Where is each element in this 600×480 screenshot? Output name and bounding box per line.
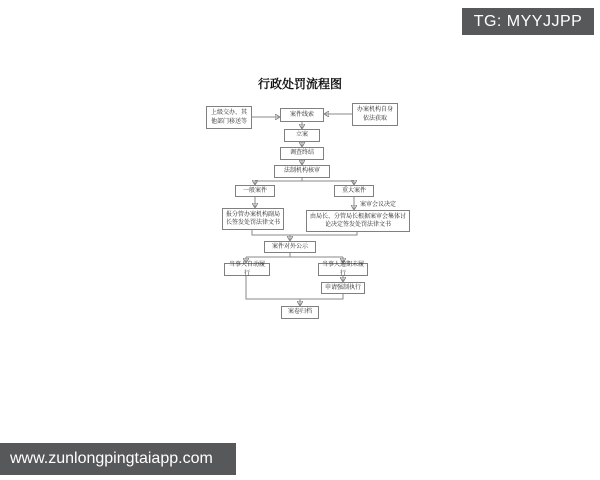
node-filing: 立案	[284, 129, 320, 142]
node-source-right: 办案机构自身依法获取	[352, 103, 398, 126]
line-voluntary-merge	[246, 276, 300, 299]
node-major-sign-document: 由局长、分管局长根据案审会集体讨论决定签发处罚法律文书	[306, 210, 410, 232]
node-voluntary-performance: 当事人自动履行	[224, 263, 270, 276]
node-overdue-nonperformance: 当事人逾期未履行	[318, 263, 368, 276]
tg-badge: TG: MYYJJPP	[462, 8, 594, 35]
node-general-case: 一般案件	[235, 185, 275, 197]
line-enforcement-merge	[300, 294, 343, 299]
node-general-sign-document: 报分管办案机构副局长签发处罚法律文书	[222, 208, 284, 230]
node-legal-review: 法制机构核审	[274, 165, 330, 178]
line-general-sign-merge	[252, 230, 290, 235]
line-major-sign-merge	[290, 232, 357, 235]
label-committee-decision: 案审会议决定	[360, 202, 397, 208]
node-major-case: 重大案件	[334, 185, 374, 197]
node-compulsory-enforcement: 申请强制执行	[321, 282, 365, 294]
node-case-clue: 案件线索	[280, 108, 324, 122]
page-title: 行政处罚流程图	[257, 77, 342, 91]
watermark-url: www.zunlongpingtaiapp.com	[0, 443, 236, 475]
node-public-announcement: 案件对外公示	[264, 241, 316, 253]
node-investigation-end: 调查终结	[280, 147, 324, 160]
node-archive: 案卷归档	[281, 306, 319, 319]
node-source-left: 上级交办、其他部门移送等	[206, 106, 252, 129]
